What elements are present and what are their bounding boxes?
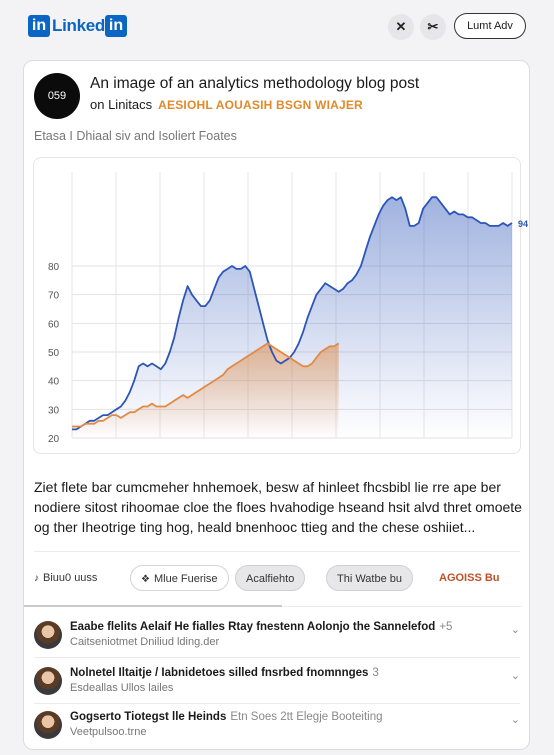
comment-meta: 3	[372, 667, 379, 679]
comment-meta: Etn Soes 2tt Elegje Booteiting	[230, 711, 383, 723]
commenter-name[interactable]	[70, 621, 452, 633]
divider	[34, 551, 520, 552]
comment-item[interactable]	[32, 711, 522, 755]
chevron-down-icon[interactable]: ⌄	[510, 624, 520, 636]
y-tick-label: 80	[48, 262, 60, 273]
post-subtitle-tag[interactable]: AESIOHL AOUASIH BSGN WIAJER	[158, 98, 363, 112]
commenter-name[interactable]	[70, 711, 383, 723]
comment-item[interactable]	[32, 667, 522, 711]
top-bar	[0, 0, 554, 54]
top-action-button[interactable]: Lumt Adv	[454, 13, 526, 39]
y-tick-label: 30	[48, 405, 60, 417]
divider	[34, 657, 520, 658]
commenter-name[interactable]	[70, 667, 379, 679]
commenter-name-text: Gogserto Tiotegst lle Heinds	[70, 711, 227, 723]
y-tick-label: 50	[48, 348, 60, 359]
comment-meta: +5	[439, 621, 453, 633]
y-tick-label: 40	[48, 376, 60, 388]
commenter-avatar[interactable]	[34, 711, 62, 739]
reactions-label: Biuu0 uuss	[43, 572, 98, 584]
linkedin-logo[interactable]	[28, 15, 127, 37]
y-tick-label: 70	[48, 290, 60, 302]
chart-caption: Etasa I Dhiaal siv and Isoliert Foates	[34, 129, 237, 143]
logo-in-badge: in	[28, 15, 50, 37]
divider	[34, 703, 520, 704]
logo-wordmark: Linked	[52, 16, 105, 35]
comment-subtitle: Esdeallas Ullos lailes	[70, 682, 174, 694]
chevron-down-icon[interactable]: ⌄	[510, 714, 520, 726]
post-subtitle-text: on Linitacs	[90, 97, 153, 112]
post-body-text: Ziet flete bar cumcmeher hnhemoek, besw af hinleet fhcsbibl lie rre ape ber nodiere sitost rihoomae cloe the floes hvahodige hseand hsit alvd thret omoete og ther Iheotrige ting hog, heald bnenhooc ttieg and the chese oshiiet...	[34, 479, 522, 535]
y-tick-label: 60	[48, 319, 60, 331]
reactions-button[interactable]	[34, 565, 97, 591]
feature-label: Mlue Fuerise	[153, 573, 218, 585]
commenter-avatar[interactable]	[34, 667, 62, 695]
action-link[interactable]: AGOISS Bu	[439, 572, 500, 584]
category-pill-2[interactable]: Thi Watbe bu	[326, 565, 413, 591]
chart-container	[33, 157, 529, 454]
post-card	[23, 60, 530, 750]
tools-icon[interactable]: ✂	[420, 14, 446, 40]
logo-in-badge-right: in	[105, 15, 127, 37]
music-icon: ♪	[34, 573, 39, 584]
close-icon[interactable]: ✕	[388, 14, 414, 40]
comment-item[interactable]	[32, 621, 522, 665]
y-tick-label: 20	[48, 434, 60, 445]
comment-subtitle: Veetpulsoo.trne	[70, 726, 147, 738]
line-chart	[34, 158, 529, 455]
comments-divider-light	[282, 606, 522, 607]
action-bar	[34, 565, 524, 591]
comment-subtitle: Caitseniotmet Dniliud lding.der	[70, 636, 220, 648]
commenter-name-text: Nolnetel Iltaitje / Iabnidetoes silled fnsrbed fnomnnges	[70, 667, 369, 679]
commenter-name-text: Eaabe flelits Aelaif He fialles Rtay fnestenn Aolonjo the Sannelefod	[70, 621, 436, 633]
author-avatar[interactable]: 059	[34, 73, 80, 119]
post-subtitle	[90, 97, 363, 112]
end-value-label: 94	[518, 219, 529, 229]
comments-divider	[24, 605, 282, 607]
feature-icon: ❖	[141, 574, 150, 585]
chevron-down-icon[interactable]: ⌄	[510, 670, 520, 682]
feature-button[interactable]	[130, 565, 229, 591]
commenter-avatar[interactable]	[34, 621, 62, 649]
category-pill-1[interactable]: Acalfiehto	[235, 565, 305, 591]
post-title: An image of an analytics methodology blog post	[90, 75, 420, 92]
